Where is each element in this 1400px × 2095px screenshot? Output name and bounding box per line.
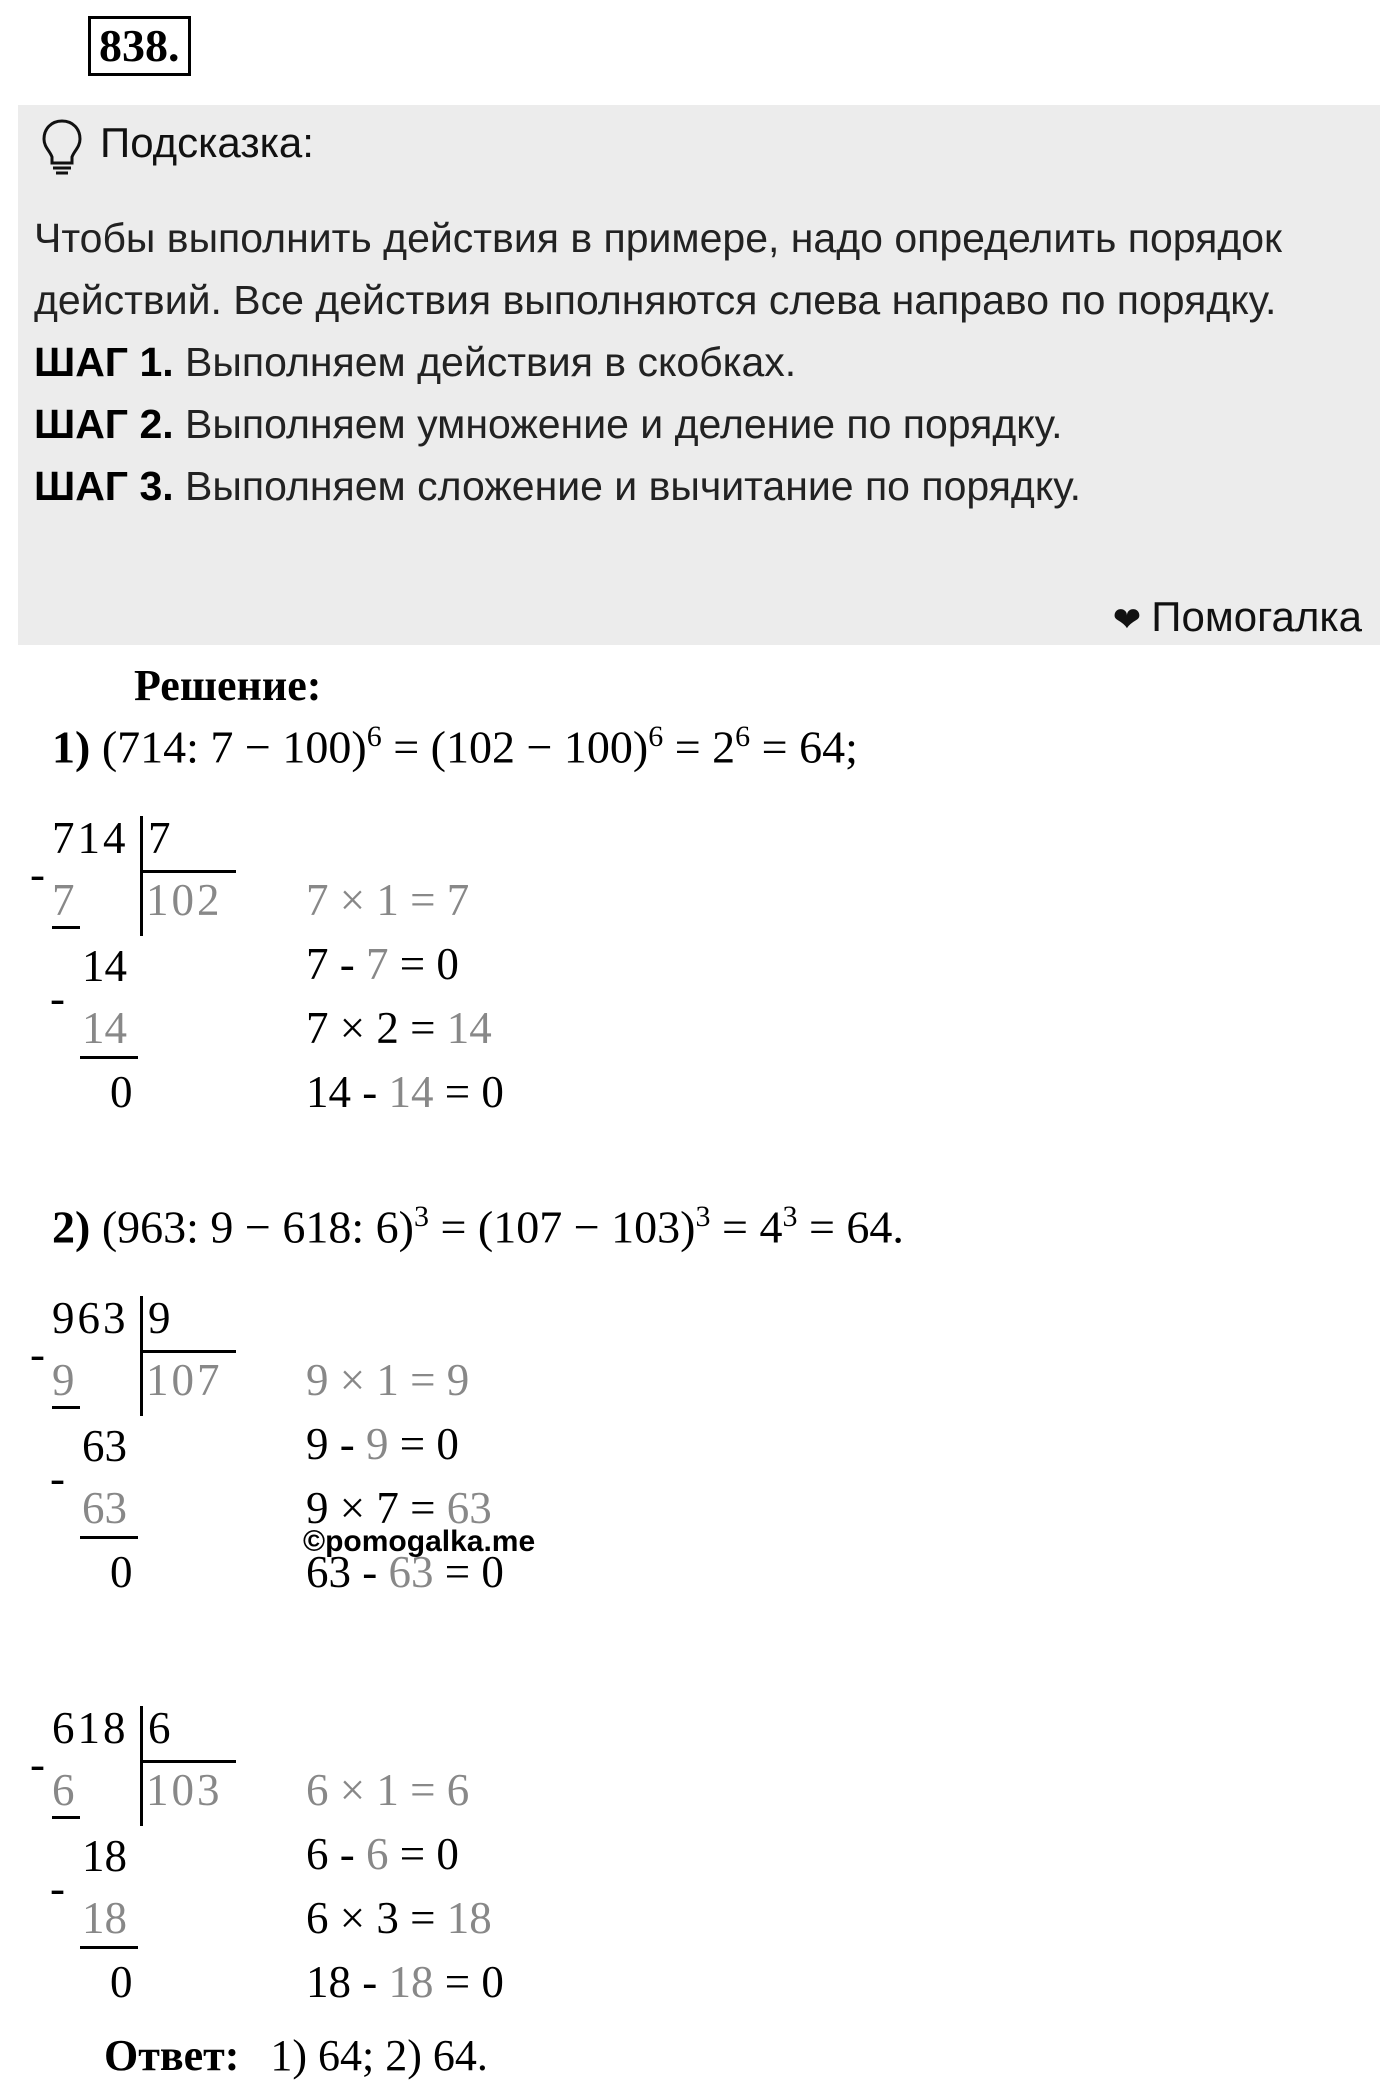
expr-part: = (102 − 100): [381, 721, 649, 773]
step-text: Выполняем сложение и вычитание по порядку.: [185, 463, 1082, 509]
calc-line: [306, 1956, 504, 2008]
exponent: 6: [735, 720, 751, 753]
calc-part: 63: [446, 1483, 492, 1533]
watermark: ©pomogalka.me: [303, 1525, 536, 1558]
calc-part: 7 × 1 = 7: [306, 875, 470, 925]
calc-part: = 0: [388, 939, 459, 989]
calc-part: 18 -: [306, 1957, 389, 2007]
quotient: 103: [146, 1765, 223, 1815]
underline: [52, 926, 80, 929]
calc-part: 9 × 1 = 9: [306, 1355, 470, 1405]
exponent: 3: [413, 1200, 429, 1233]
divisor: 6: [148, 1703, 171, 1753]
minus-sign: -: [50, 1863, 65, 1913]
task-label: 2): [52, 1201, 91, 1253]
lightbulb-icon: [40, 117, 84, 177]
division-bar-vertical: [140, 1296, 143, 1416]
calc-part: = 0: [433, 1067, 504, 1117]
calc-part: 9 × 7 =: [306, 1483, 447, 1533]
calc-part: = 0: [433, 1957, 504, 2007]
calc-line: [306, 1764, 469, 1816]
task-label: 1): [52, 721, 91, 773]
subtrahend-1: 6: [52, 1765, 75, 1815]
division-bar-horizontal: [140, 870, 236, 873]
calc-part: 7: [366, 939, 389, 989]
calc-part: 63 -: [306, 1547, 389, 1597]
brand-name: Помогалка: [1151, 593, 1362, 640]
dividend: 963: [52, 1293, 129, 1343]
hint-paragraph: Чтобы выполнить действия в примере, надо определить порядок действий. Все действия выполняются слева направо по порядку.: [34, 215, 1282, 323]
calc-part: 6 -: [306, 1829, 366, 1879]
step-text: Выполняем действия в скобках.: [185, 339, 797, 385]
minus-sign: -: [50, 1453, 65, 1503]
calc-line: [306, 1354, 469, 1406]
calc-line: [306, 1002, 492, 1054]
task1-equation: [52, 720, 858, 773]
hint-box: [18, 105, 1380, 645]
minus-sign: -: [30, 849, 45, 899]
answer-text: 1) 64; 2) 64.: [270, 2031, 488, 2080]
minus-sign: -: [50, 973, 65, 1023]
expr-part: = 64.: [797, 1201, 904, 1253]
hint-step-3: [34, 455, 1374, 517]
expr-part: (963: 9 − 618: 6): [101, 1201, 414, 1253]
quotient: 107: [146, 1355, 223, 1405]
minus-sign: -: [30, 1739, 45, 1789]
solution-title: Решение:: [134, 661, 322, 710]
problem-number: 838.: [88, 16, 191, 76]
task2-equation: [52, 1200, 904, 1253]
subtrahend-1: 9: [52, 1355, 75, 1405]
brand-label: [1113, 593, 1362, 641]
dividend: 714: [52, 813, 129, 863]
underline: [52, 1816, 80, 1819]
calc-line: [306, 874, 469, 926]
remainder-1: 18: [82, 1831, 127, 1881]
remainder-1: 14: [82, 941, 127, 991]
step-label: ШАГ 1.: [34, 339, 174, 385]
dividend: 618: [52, 1703, 129, 1753]
heart-icon: ❤: [1112, 601, 1142, 639]
exponent: 6: [366, 720, 382, 753]
subtrahend-2: 18: [82, 1893, 127, 1943]
calc-line: [306, 938, 459, 990]
subtrahend-2: 63: [82, 1483, 127, 1533]
underline: [52, 1406, 80, 1409]
calc-part: = 0: [388, 1829, 459, 1879]
exponent: 3: [695, 1200, 711, 1233]
division-bar-vertical: [140, 1706, 143, 1826]
step-label: ШАГ 3.: [34, 463, 174, 509]
calc-part: = 0: [388, 1419, 459, 1469]
calc-line: [306, 1418, 459, 1470]
calc-part: 6 × 1 = 6: [306, 1765, 470, 1815]
calc-part: 14 -: [306, 1067, 389, 1117]
division-bar-horizontal: [140, 1350, 236, 1353]
step-label: ШАГ 2.: [34, 401, 174, 447]
remainder-2: 0: [110, 1067, 133, 1117]
division-bar-horizontal: [140, 1760, 236, 1763]
remainder-1: 63: [82, 1421, 127, 1471]
underline: [80, 1536, 138, 1539]
hint-step-2: [34, 393, 1374, 455]
calc-part: 9 -: [306, 1419, 366, 1469]
exponent: 3: [782, 1200, 798, 1233]
calc-part: 18: [446, 1893, 492, 1943]
calc-part: 7 -: [306, 939, 366, 989]
calc-part: 14: [388, 1067, 434, 1117]
calc-part: = 0: [433, 1547, 504, 1597]
expr-part: = (107 − 103): [428, 1201, 696, 1253]
answer: [104, 2030, 488, 2081]
answer-label: Ответ:: [104, 2031, 240, 2080]
calc-part: 6 × 3 =: [306, 1893, 447, 1943]
subtrahend-1: 7: [52, 875, 75, 925]
underline: [80, 1056, 138, 1059]
calc-part: 63: [388, 1547, 434, 1597]
calc-line: [306, 1892, 492, 1944]
expr-part: (714: 7 − 100): [101, 721, 367, 773]
calc-part: 7 × 2 =: [306, 1003, 447, 1053]
quotient: 102: [146, 875, 223, 925]
hint-title: Подсказка:: [100, 119, 314, 166]
hint-text: [34, 207, 1374, 517]
remainder-2: 0: [110, 1957, 133, 2007]
subtrahend-2: 14: [82, 1003, 127, 1053]
remainder-2: 0: [110, 1547, 133, 1597]
calc-part: 14: [446, 1003, 492, 1053]
division-bar-vertical: [140, 816, 143, 936]
expr-part: = 64;: [750, 721, 858, 773]
calc-part: 9: [366, 1419, 389, 1469]
divisor: 7: [148, 813, 171, 863]
step-text: Выполняем умножение и деление по порядку.: [185, 401, 1063, 447]
expr-part: = 4: [710, 1201, 783, 1253]
underline: [80, 1946, 138, 1949]
expr-part: = 2: [663, 721, 736, 773]
divisor: 9: [148, 1293, 171, 1343]
hint-step-1: [34, 331, 1374, 393]
exponent: 6: [648, 720, 664, 753]
calc-part: 6: [366, 1829, 389, 1879]
calc-line: [306, 1828, 459, 1880]
calc-line: [306, 1066, 504, 1118]
minus-sign: -: [30, 1329, 45, 1379]
calc-part: 18: [388, 1957, 434, 2007]
